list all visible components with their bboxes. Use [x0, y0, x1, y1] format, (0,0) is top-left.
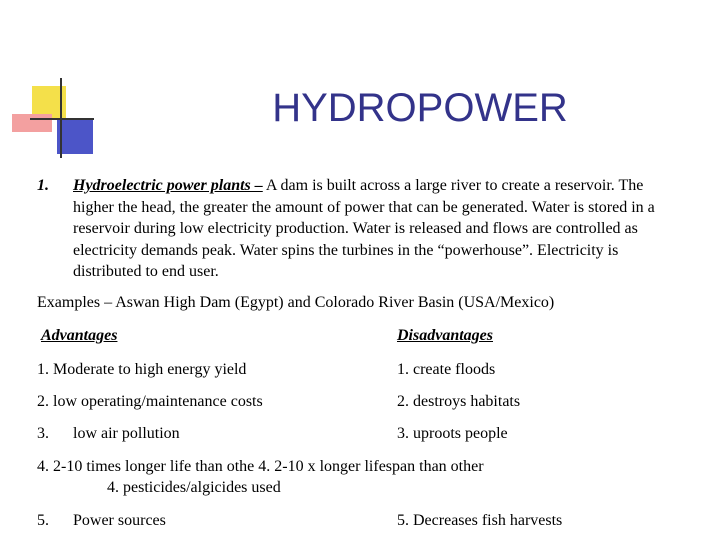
disadvantage-2: 2. destroys habitats [397, 393, 521, 410]
item-paragraph [73, 175, 673, 283]
red-rectangle-shape [12, 114, 52, 132]
advantage-3-number: 3. [37, 425, 49, 442]
advantages-header: Advantages [41, 327, 118, 344]
slide-title: HYDROPOWER [272, 86, 568, 130]
advantage-2: 2. low operating/maintenance costs [37, 393, 263, 410]
disadvantage-5: 5. Decreases fish harvests [397, 512, 563, 529]
advantage-5: Power sources [73, 512, 166, 529]
advantage-5-number: 5. [37, 512, 49, 529]
item-number: 1. [37, 177, 49, 194]
disadvantage-1: 1. create floods [397, 361, 496, 378]
disadvantage-3: 3. uproots people [397, 425, 508, 442]
advantage-3: low air pollution [73, 425, 180, 442]
slide-logo-decoration [0, 0, 100, 170]
examples-line: Examples – Aswan High Dam (Egypt) and Colorado River Basin (USA/Mexico) [37, 294, 555, 311]
item-lead-heading: Hydroelectric power plants – [73, 177, 263, 194]
advantage-1: 1. Moderate to high energy yield [37, 361, 247, 378]
row-4-line-2: 4. pesticides/algicides used [107, 479, 281, 496]
row-4-line-1: 4. 2-10 times longer life than othe 4. 2-10 x longer lifespan than other [37, 458, 484, 475]
item-body-text: A dam is built across a large river to create a reservoir. The higher the head, the greater the amount of power that can be generated. Water is stored in a reservoir during low electricity production. Water is released and flows are controlled as electricity demands peak. Water spins the turbines in the “powerhouse”. Electricity is distributed to end user. [73, 177, 655, 280]
horizontal-line-shape [30, 118, 94, 120]
disadvantages-header: Disadvantages [397, 327, 493, 344]
blue-square-shape [57, 120, 93, 154]
